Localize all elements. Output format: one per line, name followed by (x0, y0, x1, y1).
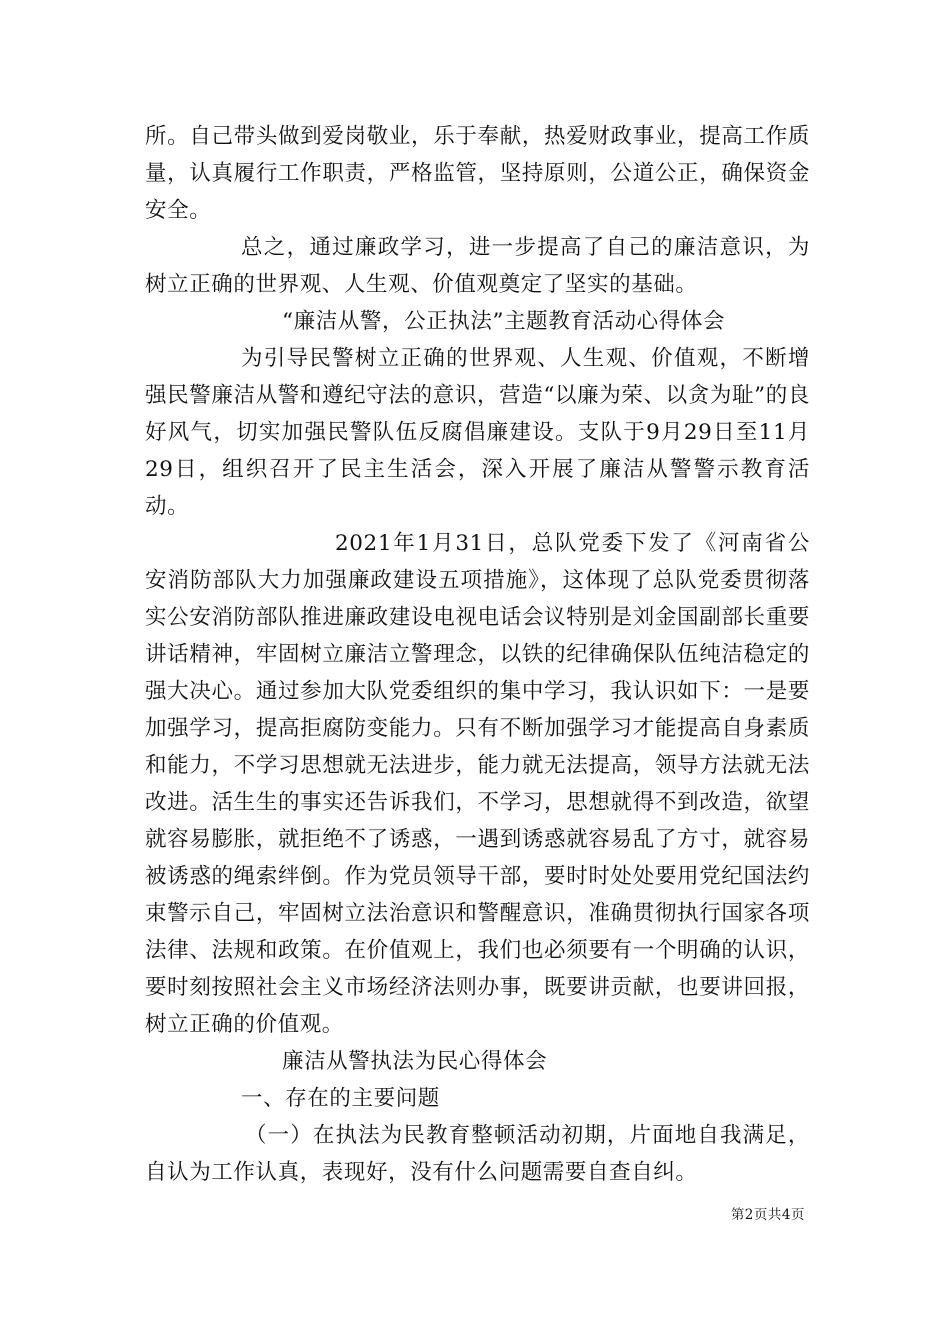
heading-main-problems: 一、存在的主要问题 (241, 1086, 440, 1111)
paragraph-problem-one: （一）在执法为民教育整顿活动初期，片面地自我满足，自认为工作认真，表现好，没有什么问题需要自查自纠。 (145, 1123, 810, 1185)
section-title-law-enforcement: 廉洁从警执法为民心得体会 (282, 1049, 548, 1074)
document-body (145, 118, 810, 1191)
page-number-footer: 第2页共4页 (730, 1207, 805, 1223)
section-title-theme-education: “廉洁从警，公正执法”主题教育活动心得体会 (282, 309, 726, 334)
paragraph-measures: 2021年1月31日，总队党委下发了《河南省公安消防部队大力加强廉政建设五项措施》，这体现了总队党委贯彻落实公安消防部队推进廉政建设电视电话会议特别是刘金国副部长重要讲话精神，牢固树立廉洁立警理念，以铁的纪律确保队伍纯洁稳定的强大决心。通过参加大队党委组织的集中学习，我认识如下：一是要加强学习，提高拒腐防变能力。只有不断加强学习才能提高自身素质和能力，不学习思想就无法进步，能力就无法提高，领导方法就无法改进。活生生的事实还告诉我们，不学习，思想就得不到改造，欲望就容易膨胀，就拒绝不了诱惑，一遇到诱惑就容易乱了方寸，就容易被诱惑的绳索绊倒。作为党员领导干部，要时时处处要用党纪国法约束警示自己，牢固树立法治意识和警醒意识，准确贯彻执行国家各项法律、法规和政策。在价值观上，我们也必须要有一个明确的认识，要时刻按照社会主义市场经济法则办事，既要讲贡献，也要讲回报，树立正确的价值观。 (145, 531, 810, 1037)
paragraph-summary: 总之，通过廉政学习，进一步提高了自己的廉洁意识，为树立正确的世界观、人生观、价值观奠定了坚实的基础。 (145, 235, 810, 297)
paragraph-guidance: 为引导民警树立正确的世界观、人生观、价值观，不断增强民警廉洁从警和遵纪守法的意识，营造“以廉为荣、以贪为耻”的良好风气，切实加强民警队伍反腐倡廉建设。支队于9月29日至11月29日，组织召开了民主生活会，深入开展了廉洁从警警示教育活动。 (145, 346, 810, 519)
paragraph-continuation: 所。自己带头做到爱岗敬业，乐于奉献，热爱财政事业，提高工作质量，认真履行工作职责，严格监管，坚持原则，公道公正，确保资金安全。 (145, 124, 810, 223)
